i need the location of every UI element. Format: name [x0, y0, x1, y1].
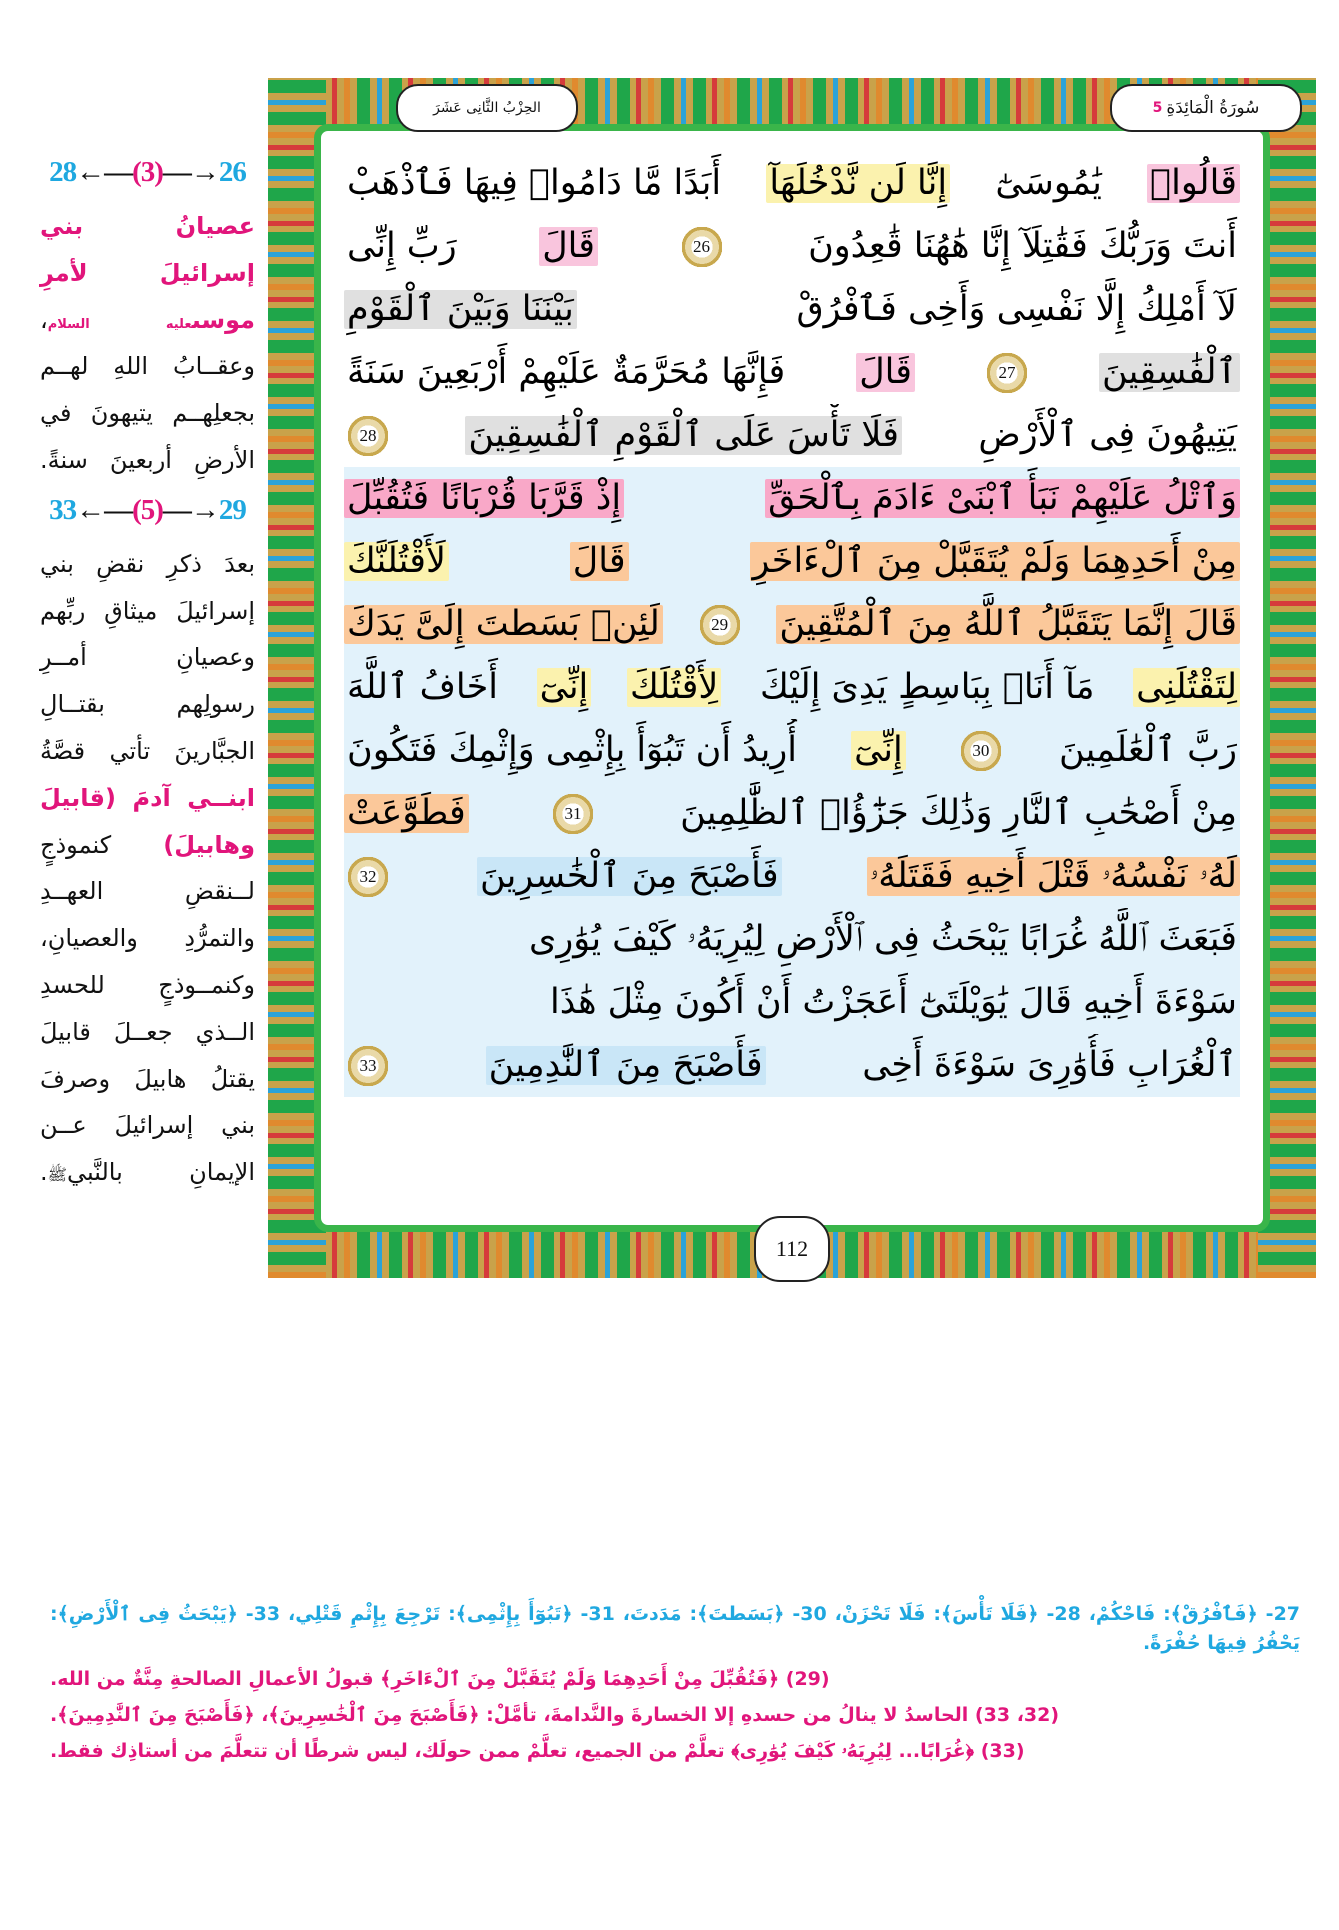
- commentary-text-1: [40, 203, 255, 484]
- quran-segment: فَبَعَثَ ٱللَّهُ غُرَابًا يَبْحَثُ فِى ٱلْأَرْضِ لِيُرِيَهُۥ كَيْفَ يُوَٰرِى: [528, 919, 1237, 959]
- quran-segment: فَأَصْبَحَ مِنَ ٱلْخَٰسِرِينَ: [477, 857, 782, 896]
- quran-segment: ٱلْغُرَابِ فَأُوَٰرِىَ سَوْءَةَ أَخِى: [862, 1045, 1237, 1085]
- quran-line: [344, 1034, 1240, 1097]
- quran-line: [344, 908, 1240, 971]
- hizb-cartouche: [396, 84, 578, 132]
- tafsir-footnotes: [50, 1663, 1300, 1768]
- arrow-right-2: →: [190, 493, 219, 526]
- quran-segment: إِذْ قَرَّبَا قُرْبَانًا فَتُقُبِّلَ: [344, 479, 624, 518]
- commentary-highlight-1: عصيانُ بني إسرائيلَ لأمرِ موسى: [40, 212, 255, 334]
- commentary-text-2: [40, 541, 255, 1196]
- quran-line: [344, 971, 1240, 1034]
- quran-segment: ٱلْفَٰسِقِينَ: [1099, 353, 1240, 392]
- quran-segment: قَالَ: [856, 353, 915, 392]
- quran-segment: إِنِّىٓ: [537, 668, 592, 707]
- hizb-label: الحِزْبُ الثَّانِى عَشَرَ: [433, 100, 541, 116]
- tajweed-footnote: 27- ﴿فَٱفْرُقْ﴾: فَاحْكُمْ، 28- ﴿فَلَا تَأْسَ﴾: فَلَا تَحْزَنْ، 30- ﴿بَسَطتَ﴾: مَدَدتَ، 31- ﴿تَبُوٓأَ بِإِثْمِى﴾: تَرْجِعَ بِإِثْمِ قَتْلِي، 33- ﴿يَبْحَثُ فِى ٱلْأَرْضِ﴾: يَحْفُرُ فِيهَا حُفْرَةً.: [50, 1603, 1301, 1655]
- verse-count-1: (3): [132, 156, 163, 188]
- quran-segment: إِنَّا لَن نَّدْخُلَهَآ: [766, 164, 950, 203]
- verse-range-start-1: 26: [218, 156, 246, 188]
- footnotes: [50, 1600, 1300, 1768]
- quran-segment: فَأَصْبَحَ مِنَ ٱلنَّٰدِمِينَ: [486, 1046, 766, 1085]
- quran-segment: مِنْ أَصْحَٰبِ ٱلنَّارِ وَذَٰلِكَ جَزَٰٓؤُا۟ ٱلظَّٰلِمِينَ: [680, 793, 1237, 833]
- arrow-left-2: ←: [76, 493, 105, 526]
- quran-line: [344, 719, 1240, 782]
- quran-segment: يَٰمُوسَىٰٓ: [995, 163, 1102, 203]
- tafsir-footnote-item: (33) ﴿غُرَابًا... لِيُرِيَهُۥ كَيْفَ يُوَٰرِى﴾ تعلَّمْ من الجميع، تعلَّمْ ممن حولَك، ليس شرطًا أن تتعلَّمَ من أستاذِك فقط.: [50, 1740, 1025, 1763]
- tafsir-footnote-item: (32، 33) الحاسدُ لا ينالُ من حسدهِ إلا الخسارةَ والنَّدامةَ، تأمَّلْ: ﴿فَأَصْبَحَ مِنَ ٱلْخَٰسِرِينَ﴾، ﴿فَأَصْبَحَ مِنَ ٱلنَّٰدِمِينَ﴾.: [50, 1704, 1060, 1727]
- commentary-pre-2: بعدَ ذكرِ نقضِ بني إسرائيلَ ميثاقِ ربِّهم وعصيانِ أمــرِ رسولِهم بقتــالِ الجبَّارينَ تأتي قصَّةُ: [40, 549, 255, 765]
- commentary-end-2: .: [40, 1158, 48, 1187]
- commentary-post-2: كنموذجٍ لــنقضِ العهــدِ والتمرُّدِ والعصيانِ، وكنمــوذجٍ للحسدِ الــذي جعــلَ قابيلَ يقتلُ هابيلَ وصرفَ بني إسرائيلَ عــن الإيمانِ بالنَّبي: [40, 830, 255, 1187]
- quran-segment: مَآ أَنَا۠ بِبَاسِطٍ يَدِىَ إِلَيْكَ: [759, 667, 1095, 707]
- quran-segment: قَالَ: [539, 227, 598, 266]
- verse-range-heading-2: 33←—(5)—→29: [49, 493, 246, 526]
- surah-title-cartouche: [1110, 84, 1302, 132]
- quran-segment: لَهُۥ نَفْسُهُۥ قَتْلَ أَخِيهِ فَقَتَلَهُۥ: [867, 857, 1240, 896]
- quran-line: [344, 467, 1240, 530]
- honorific-alayhi-salam: عليه السلام: [47, 316, 192, 332]
- verse-range-end-2: 33: [49, 493, 77, 526]
- quran-segment: فَلَا تَأْسَ عَلَى ٱلْقَوْمِ ٱلْفَٰسِقِينَ: [465, 416, 902, 455]
- quran-line: [344, 341, 1240, 404]
- quran-segment: فَإِنَّهَا مُحَرَّمَةٌ عَلَيْهِمْ أَرْبَعِينَ سَنَةً: [347, 352, 786, 392]
- arrow-left-1: ←: [76, 156, 105, 188]
- page-number: 112: [754, 1216, 830, 1282]
- ayah-number-marker: 32: [348, 857, 388, 897]
- quran-segment: قَالُوا۟: [1147, 164, 1240, 203]
- commentary-block-1: [40, 156, 255, 484]
- quran-segment: رَبَّ ٱلْعَٰلَمِينَ: [1058, 730, 1237, 770]
- quran-line: [344, 215, 1240, 278]
- quran-line: [344, 530, 1240, 593]
- ayah-number-marker: 33: [348, 1046, 388, 1086]
- quran-segment: أُرِيدُ أَن تَبُوٓأَ بِإِثْمِى وَإِثْمِكَ فَتَكُونَ: [347, 730, 797, 770]
- quran-segment: لَأَقْتُلَنَّكَ: [344, 542, 449, 581]
- quran-line: [344, 152, 1240, 215]
- ayah-number-marker: 27: [987, 353, 1027, 393]
- quran-line: [344, 782, 1240, 845]
- ornamental-frame: [268, 78, 1316, 1278]
- quran-segment: وَٱتْلُ عَلَيْهِمْ نَبَأَ ٱبْنَىْ ءَادَمَ بِٱلْحَقِّ: [765, 479, 1240, 518]
- quran-segment: أَخَافُ ٱللَّهَ: [347, 667, 498, 707]
- verse-range-start-2: 29: [218, 493, 246, 526]
- ayah-number-marker: 28: [348, 416, 388, 456]
- commentary-block-2: [40, 494, 255, 1196]
- ayah-number-marker: 26: [682, 227, 722, 267]
- quran-segment: يَتِيهُونَ فِى ٱلْأَرْضِ: [978, 415, 1237, 455]
- sidebar-commentary: [40, 150, 255, 1206]
- quran-segment: رَبِّ إِنِّى: [347, 226, 457, 266]
- ayah-number-marker: 30: [961, 731, 1001, 771]
- quran-segment: أَنتَ وَرَبُّكَ فَقَٰتِلَآ إِنَّا هَٰهُنَا قَٰعِدُونَ: [808, 226, 1237, 266]
- ayah-number-marker: 31: [553, 794, 593, 834]
- quran-segment: قَالَ: [570, 542, 629, 581]
- quran-text-area: [328, 138, 1256, 1218]
- tafsir-footnote-item: (29) ﴿فَتُقُبِّلَ مِنْ أَحَدِهِمَا وَلَمْ يُتَقَبَّلْ مِنَ ٱلْءَاخَرِ﴾ قبولُ الأعمالِ الصالحةِ مِنَّةٌ من الله.: [50, 1667, 830, 1690]
- quran-segment: مِنْ أَحَدِهِمَا وَلَمْ يُتَقَبَّلْ مِنَ ٱلْءَاخَرِ: [750, 542, 1241, 581]
- quran-line: [344, 656, 1240, 719]
- arrow-right-1: →: [190, 156, 219, 188]
- commentary-highlight-2: ابنــي آدمَ (قابيلَ وهابيلَ): [40, 783, 255, 859]
- quran-segment: سَوْءَةَ أَخِيهِ قَالَ يَٰوَيْلَتَىٰٓ أَعَجَزْتُ أَنْ أَكُونَ مِثْلَ هَٰذَا: [549, 982, 1237, 1022]
- quran-line: [344, 278, 1240, 341]
- quran-segment: لَآ أَمْلِكُ إِلَّا نَفْسِى وَأَخِى فَٱفْرُقْ: [796, 289, 1237, 329]
- quran-segment: فَطَوَّعَتْ: [344, 794, 469, 833]
- quran-segment: إِنِّىٓ: [851, 731, 906, 770]
- surah-number: 5: [1152, 100, 1163, 116]
- quran-segment: أَبَدًا مَّا دَامُوا۟ فِيهَا فَٱذْهَبْ: [347, 163, 722, 203]
- quran-line: [344, 845, 1240, 908]
- verse-range-heading-1: 28←—(3)—→26: [49, 156, 246, 188]
- quran-segment: قَالَ إِنَّمَا يَتَقَبَّلُ ٱللَّهُ مِنَ ٱلْمُتَّقِينَ: [776, 605, 1240, 644]
- quran-segment: لِتَقْتُلَنِى: [1133, 668, 1240, 707]
- verse-count-2: (5): [132, 493, 163, 526]
- quran-segment: لَئِنۢ بَسَطتَ إِلَىَّ يَدَكَ: [344, 605, 663, 644]
- ayah-number-marker: 29: [700, 605, 740, 645]
- quran-segment: لِأَقْتُلَكَ: [627, 668, 721, 707]
- commentary-rest-1: ، وعقــابُ اللهِ لهــم بجعلِهــم يتيهونَ في الأرضِ أربعينَ سنةً.: [40, 305, 255, 474]
- surah-title: سُورَةُ الْمَائِدَةِ: [1166, 98, 1260, 118]
- quran-segment: بَيْنَنَا وَبَيْنَ ٱلْقَوْمِ: [344, 290, 577, 329]
- quran-line: [344, 593, 1240, 656]
- honorific-sallallahu: ﷺ: [47, 1165, 67, 1185]
- verse-range-end-1: 28: [49, 156, 77, 188]
- quran-line: [344, 404, 1240, 467]
